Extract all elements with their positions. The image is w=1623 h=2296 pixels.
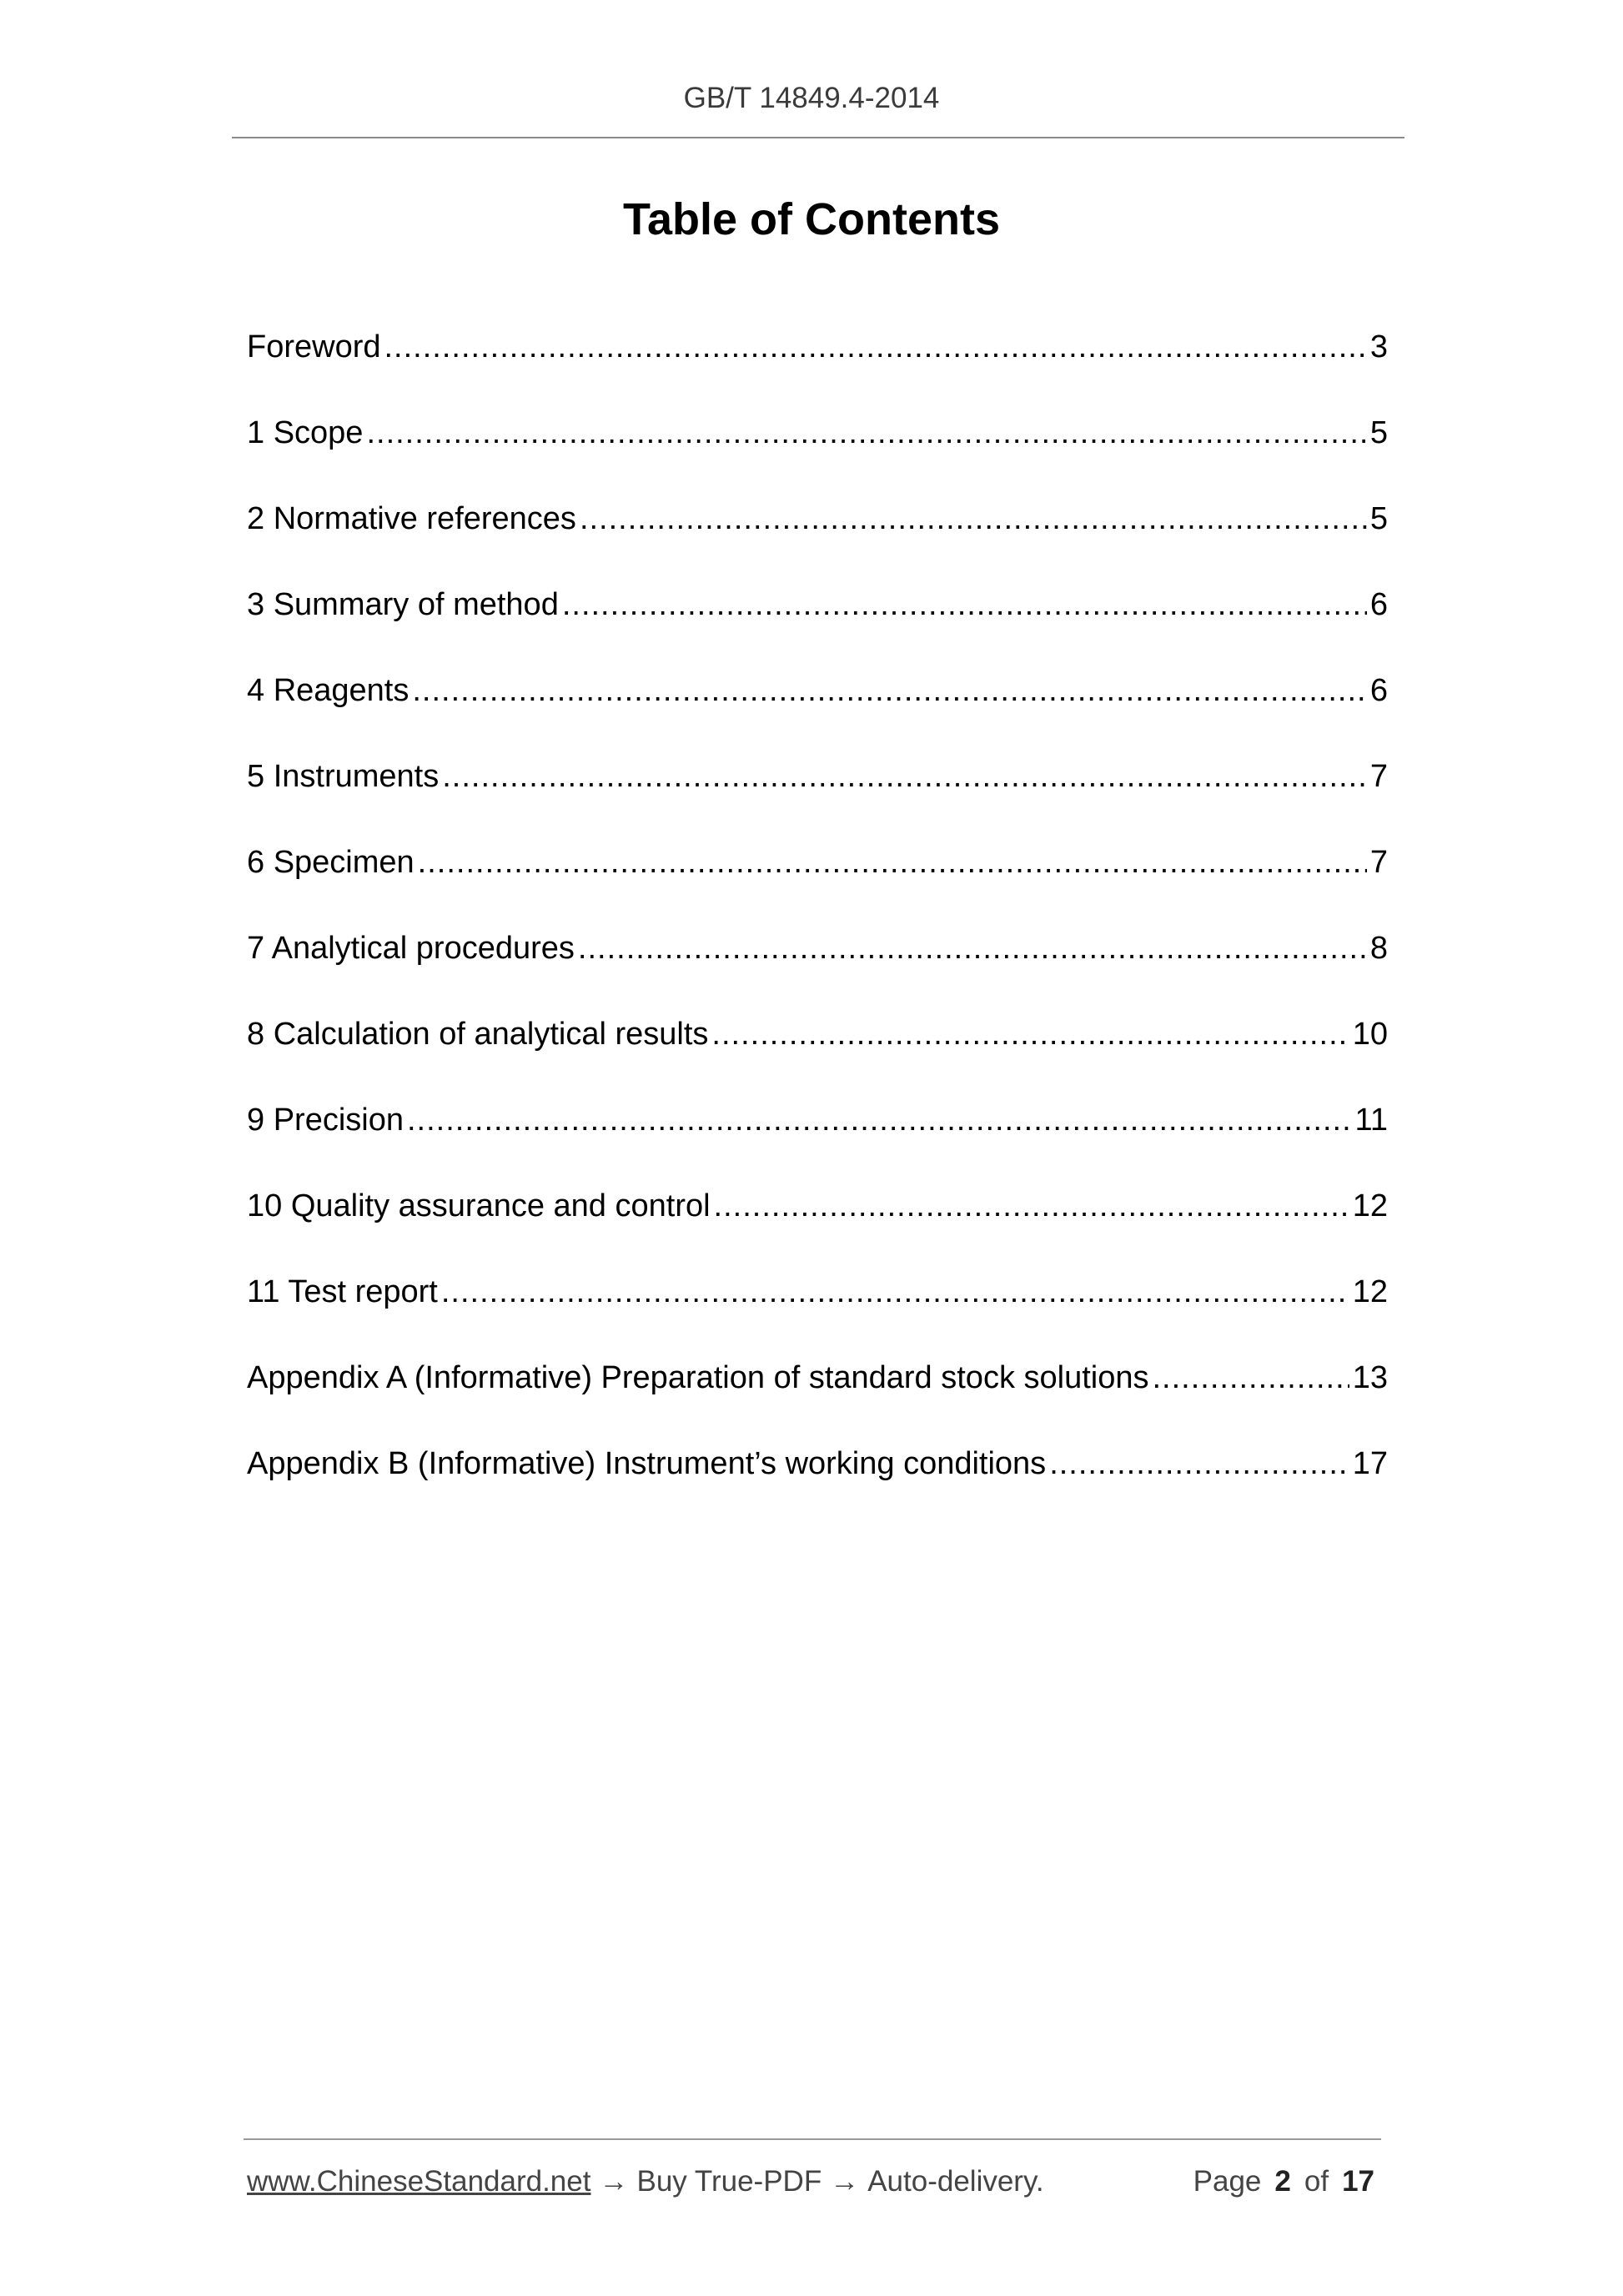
toc-entry-page: 7 — [1369, 759, 1388, 794]
page-word: Page — [1193, 2165, 1262, 2198]
toc-dot-leader — [441, 1269, 1349, 1315]
toc-entry-label: 10 Quality assurance and control — [247, 1188, 711, 1223]
arrow-right-icon: → — [830, 2165, 860, 2198]
toc-entry-calculation[interactable] — [247, 1011, 1388, 1097]
toc-entry-test-report[interactable] — [247, 1269, 1388, 1354]
header-divider — [232, 137, 1404, 138]
arrow-right-icon: → — [599, 2165, 629, 2198]
toc-entry-analytical-procedures[interactable] — [247, 925, 1388, 1011]
page-indicator — [1193, 2158, 1374, 2205]
website-link[interactable]: www.ChineseStandard.net — [247, 2165, 591, 2198]
toc-entry-page: 5 — [1369, 501, 1388, 536]
toc-entry-page: 6 — [1369, 587, 1388, 622]
toc-entry-label: 8 Calculation of analytical results — [247, 1017, 709, 1052]
toc-entry-page: 6 — [1369, 673, 1388, 708]
toc-dot-leader — [580, 495, 1367, 542]
toc-dot-leader — [711, 1011, 1349, 1058]
toc-dot-leader — [578, 925, 1367, 972]
document-code-header: GB/T 14849.4-2014 — [683, 82, 940, 114]
toc-entry-page: 12 — [1352, 1188, 1388, 1223]
toc-entry-specimen[interactable] — [247, 839, 1388, 925]
toc-dot-leader — [412, 667, 1366, 714]
toc-dot-leader — [1049, 1440, 1349, 1487]
toc-dot-leader — [418, 839, 1367, 886]
toc-entry-label: 9 Precision — [247, 1103, 404, 1138]
toc-dot-leader — [714, 1183, 1349, 1229]
toc-entry-appendix-a[interactable] — [247, 1354, 1388, 1440]
toc-entry-precision[interactable] — [247, 1097, 1388, 1183]
toc-dot-leader — [1152, 1354, 1349, 1401]
toc-entry-quality-assurance[interactable] — [247, 1183, 1388, 1269]
toc-entry-label: 2 Normative references — [247, 501, 576, 536]
toc-entry-label: 7 Analytical procedures — [247, 931, 575, 966]
toc-entry-label: 5 Instruments — [247, 759, 440, 794]
of-word: of — [1304, 2165, 1329, 2198]
toc-entry-page: 17 — [1352, 1446, 1388, 1481]
toc-entry-label: 11 Test report — [247, 1274, 438, 1309]
toc-entry-page: 12 — [1352, 1274, 1388, 1309]
footer-promo — [247, 2158, 1044, 2205]
toc-entry-summary-of-method[interactable] — [247, 581, 1388, 667]
page-title: Table of Contents — [623, 194, 1000, 244]
toc-entry-label: 6 Specimen — [247, 845, 415, 880]
toc-entry-label: Appendix A (Informative) Preparation of standard stock solutions — [247, 1360, 1149, 1395]
toc-entry-foreword[interactable] — [247, 324, 1388, 409]
toc-list — [247, 324, 1388, 1526]
toc-dot-leader — [384, 324, 1367, 370]
toc-entry-instruments[interactable] — [247, 753, 1388, 839]
toc-entry-label: 1 Scope — [247, 415, 364, 450]
toc-entry-page: 13 — [1352, 1360, 1388, 1395]
toc-entry-label: Appendix B (Informative) Instrument’s working conditions — [247, 1446, 1047, 1481]
toc-dot-leader — [407, 1097, 1352, 1143]
toc-entry-label: 4 Reagents — [247, 673, 410, 708]
footer-divider — [244, 2138, 1381, 2140]
page-footer — [247, 2158, 1374, 2208]
toc-dot-leader — [442, 753, 1367, 800]
toc-entry-page: 8 — [1369, 931, 1388, 966]
toc-entry-reagents[interactable] — [247, 667, 1388, 753]
auto-delivery-text: Auto-delivery. — [867, 2165, 1044, 2198]
toc-entry-label: Foreword — [247, 329, 381, 364]
toc-entry-page: 11 — [1354, 1103, 1388, 1138]
toc-dot-leader — [562, 581, 1367, 628]
toc-dot-leader — [366, 409, 1366, 456]
toc-entry-page: 10 — [1352, 1017, 1388, 1052]
toc-entry-page: 3 — [1369, 329, 1388, 364]
toc-entry-label: 3 Summary of method — [247, 587, 559, 622]
current-page-number: 2 — [1274, 2165, 1291, 2198]
total-pages-number: 17 — [1342, 2165, 1374, 2198]
toc-entry-normative-references[interactable] — [247, 495, 1388, 581]
toc-entry-scope[interactable] — [247, 409, 1388, 495]
buy-true-pdf-text: Buy True-PDF — [636, 2165, 822, 2198]
toc-entry-page: 5 — [1369, 415, 1388, 450]
toc-entry-appendix-b[interactable] — [247, 1440, 1388, 1526]
toc-entry-page: 7 — [1369, 845, 1388, 880]
